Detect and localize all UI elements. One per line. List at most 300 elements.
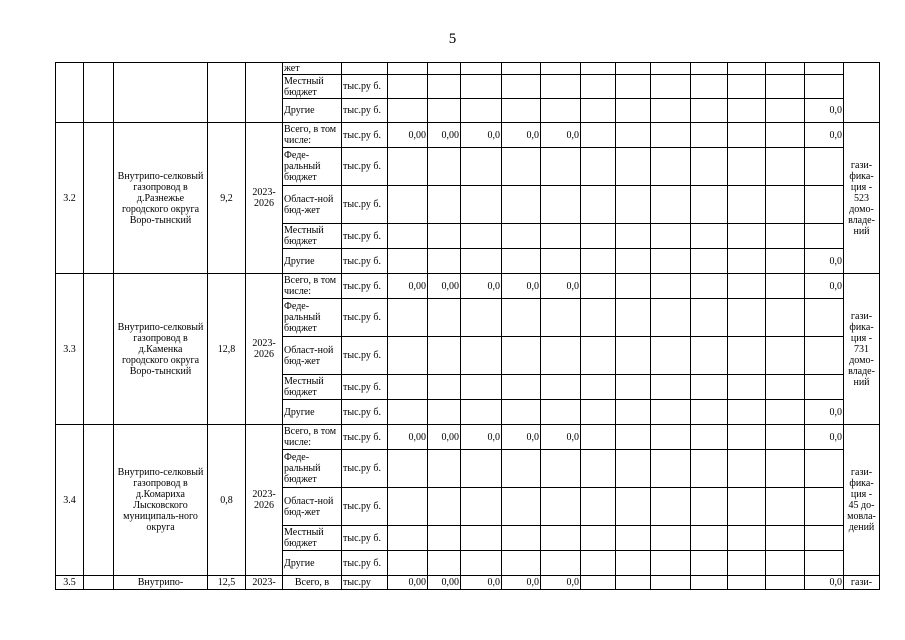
empty-cell bbox=[651, 425, 691, 450]
value-cell bbox=[502, 488, 541, 526]
source-cell: Област-ной бюд-жет bbox=[283, 186, 342, 224]
value-cell: 0,0 bbox=[502, 123, 541, 148]
value-cell bbox=[541, 488, 581, 526]
empty-cell bbox=[691, 337, 728, 375]
value-cell bbox=[461, 450, 502, 488]
value-cell bbox=[541, 186, 581, 224]
value-cell bbox=[428, 75, 461, 99]
table-row bbox=[56, 576, 905, 590]
empty-cell bbox=[691, 224, 728, 249]
value-cell bbox=[428, 450, 461, 488]
empty-cell bbox=[728, 576, 766, 590]
value-cell bbox=[428, 299, 461, 337]
empty-cell bbox=[651, 99, 691, 123]
value-cell bbox=[502, 551, 541, 576]
source-cell: Област-ной бюд-жет bbox=[283, 337, 342, 375]
source-cell: Всего, в том числе: bbox=[283, 274, 342, 299]
value-cell: 0,00 bbox=[388, 425, 428, 450]
table-row bbox=[56, 123, 905, 148]
empty-cell bbox=[651, 526, 691, 551]
empty-cell bbox=[766, 337, 805, 375]
source-cell: Местный бюджет bbox=[283, 224, 342, 249]
empty-cell bbox=[616, 123, 651, 148]
value-cell bbox=[502, 526, 541, 551]
empty-cell bbox=[581, 63, 616, 75]
item-length: 0,8 bbox=[208, 425, 246, 576]
value-cell bbox=[502, 375, 541, 400]
empty-cell bbox=[766, 375, 805, 400]
value-cell bbox=[428, 99, 461, 123]
unit-cell: тыс.ру б. bbox=[342, 99, 388, 123]
value-cell bbox=[388, 63, 428, 75]
empty-cell bbox=[766, 63, 805, 75]
unit-cell: тыс.ру б. bbox=[342, 148, 388, 186]
value-cell bbox=[502, 224, 541, 249]
value-cell bbox=[428, 63, 461, 75]
period-cell bbox=[246, 63, 283, 123]
empty-cell bbox=[651, 450, 691, 488]
empty-cell bbox=[728, 425, 766, 450]
value-cell bbox=[428, 148, 461, 186]
empty-cell bbox=[728, 274, 766, 299]
empty-cell bbox=[616, 425, 651, 450]
value-cell bbox=[461, 551, 502, 576]
empty-cell bbox=[691, 299, 728, 337]
value-cell: 0,00 bbox=[388, 274, 428, 299]
empty-cell bbox=[728, 148, 766, 186]
value-cell: 0,0 bbox=[541, 425, 581, 450]
value-cell bbox=[502, 63, 541, 75]
value-cell bbox=[461, 148, 502, 186]
empty-cell bbox=[651, 488, 691, 526]
value-cell bbox=[541, 526, 581, 551]
page-number: 5 bbox=[448, 31, 457, 47]
value-cell bbox=[502, 299, 541, 337]
other-total-cell bbox=[805, 224, 844, 249]
empty-cell bbox=[691, 63, 728, 75]
item-name: Внутрипо- bbox=[114, 576, 208, 590]
item-period: 2023- bbox=[246, 576, 283, 590]
value-cell bbox=[541, 375, 581, 400]
value-cell bbox=[461, 224, 502, 249]
value-cell bbox=[388, 375, 428, 400]
value-cell bbox=[541, 337, 581, 375]
empty-cell bbox=[651, 299, 691, 337]
value-cell bbox=[502, 75, 541, 99]
value-cell: 0,0 bbox=[461, 425, 502, 450]
empty-cell bbox=[651, 186, 691, 224]
item-period: 2023-2026 bbox=[246, 274, 283, 425]
empty-cell bbox=[616, 274, 651, 299]
empty-cell bbox=[766, 99, 805, 123]
value-cell bbox=[502, 450, 541, 488]
value-cell bbox=[428, 337, 461, 375]
unit-cell: тыс.ру б. bbox=[342, 299, 388, 337]
value-cell bbox=[388, 186, 428, 224]
item-result: гази- bbox=[844, 576, 880, 590]
empty-cell bbox=[651, 148, 691, 186]
empty-cell bbox=[728, 488, 766, 526]
unit-cell: тыс.ру б. bbox=[342, 425, 388, 450]
empty-cell bbox=[651, 63, 691, 75]
other-total-cell bbox=[805, 337, 844, 375]
other-total-cell: 0,0 bbox=[805, 99, 844, 123]
value-cell bbox=[388, 148, 428, 186]
blank-cell bbox=[84, 123, 114, 274]
value-cell bbox=[388, 337, 428, 375]
value-cell bbox=[428, 400, 461, 425]
empty-cell bbox=[691, 375, 728, 400]
empty-cell bbox=[581, 375, 616, 400]
empty-cell bbox=[766, 75, 805, 99]
blank-cell bbox=[84, 63, 114, 123]
source-cell: Другие bbox=[283, 551, 342, 576]
empty-cell bbox=[728, 299, 766, 337]
empty-cell bbox=[728, 375, 766, 400]
value-cell bbox=[461, 488, 502, 526]
other-total-cell bbox=[805, 75, 844, 99]
empty-cell bbox=[651, 551, 691, 576]
value-cell bbox=[541, 99, 581, 123]
other-total-cell: 0,0 bbox=[805, 400, 844, 425]
value-cell: 0,00 bbox=[428, 425, 461, 450]
item-length: 9,2 bbox=[208, 123, 246, 274]
value-cell bbox=[541, 249, 581, 274]
value-cell: 0,00 bbox=[388, 576, 428, 590]
item-number: 3.3 bbox=[56, 274, 84, 425]
financing-table bbox=[55, 62, 905, 590]
table-row bbox=[56, 274, 905, 299]
other-total-cell bbox=[805, 551, 844, 576]
item-period: 2023-2026 bbox=[246, 123, 283, 274]
empty-cell bbox=[581, 123, 616, 148]
empty-cell bbox=[581, 576, 616, 590]
empty-cell bbox=[766, 148, 805, 186]
value-cell bbox=[502, 249, 541, 274]
value-cell bbox=[428, 186, 461, 224]
value-cell bbox=[428, 551, 461, 576]
empty-cell bbox=[728, 123, 766, 148]
empty-cell bbox=[691, 488, 728, 526]
item-name: Внутрипо-селковый газопровод в д.Каменка городского округа Воро-тынский bbox=[114, 274, 208, 425]
empty-cell bbox=[581, 224, 616, 249]
value-cell bbox=[388, 249, 428, 274]
other-total-cell: 0,0 bbox=[805, 123, 844, 148]
empty-cell bbox=[616, 488, 651, 526]
other-total-cell: 0,0 bbox=[805, 425, 844, 450]
source-cell: Феде-ральный бюджет bbox=[283, 299, 342, 337]
empty-cell bbox=[616, 450, 651, 488]
empty-cell bbox=[651, 375, 691, 400]
empty-cell bbox=[728, 400, 766, 425]
source-cell: Феде-ральный бюджет bbox=[283, 148, 342, 186]
unit-cell: тыс.ру б. bbox=[342, 488, 388, 526]
result-cell bbox=[844, 63, 880, 123]
unit-cell: тыс.ру б. bbox=[342, 274, 388, 299]
length-cell bbox=[208, 63, 246, 123]
value-cell bbox=[541, 75, 581, 99]
empty-cell bbox=[616, 75, 651, 99]
value-cell bbox=[461, 63, 502, 75]
item-number: 3.4 bbox=[56, 425, 84, 576]
empty-cell bbox=[728, 450, 766, 488]
empty-cell bbox=[691, 400, 728, 425]
empty-cell bbox=[651, 400, 691, 425]
other-total-cell: 0,0 bbox=[805, 249, 844, 274]
source-cell: Феде-ральный бюджет bbox=[283, 450, 342, 488]
source-cell: Всего, в том числе: bbox=[283, 123, 342, 148]
value-cell: 0,0 bbox=[502, 425, 541, 450]
empty-cell bbox=[581, 488, 616, 526]
value-cell bbox=[502, 400, 541, 425]
value-cell bbox=[388, 488, 428, 526]
value-cell: 0,00 bbox=[388, 123, 428, 148]
empty-cell bbox=[651, 224, 691, 249]
value-cell bbox=[502, 99, 541, 123]
empty-cell bbox=[766, 400, 805, 425]
value-cell: 0,0 bbox=[461, 123, 502, 148]
empty-cell bbox=[581, 148, 616, 186]
empty-cell bbox=[728, 75, 766, 99]
empty-cell bbox=[728, 249, 766, 274]
empty-cell bbox=[766, 425, 805, 450]
empty-cell bbox=[691, 186, 728, 224]
unit-cell: тыс.ру б. bbox=[342, 186, 388, 224]
source-cell: Местный бюджет bbox=[283, 375, 342, 400]
value-cell bbox=[388, 551, 428, 576]
value-cell: 0,0 bbox=[461, 576, 502, 590]
empty-cell bbox=[581, 450, 616, 488]
empty-cell bbox=[651, 75, 691, 99]
item-number: 3.5 bbox=[56, 576, 84, 590]
empty-cell bbox=[766, 450, 805, 488]
empty-cell bbox=[581, 400, 616, 425]
item-result: гази-фика-ция - 45 до-мовла-дений bbox=[844, 425, 880, 576]
empty-cell bbox=[581, 186, 616, 224]
value-cell bbox=[428, 526, 461, 551]
empty-cell bbox=[691, 576, 728, 590]
value-cell bbox=[541, 299, 581, 337]
empty-cell bbox=[691, 551, 728, 576]
unit-cell: тыс.ру б. bbox=[342, 400, 388, 425]
source-cell: Област-ной бюд-жет bbox=[283, 488, 342, 526]
empty-cell bbox=[766, 299, 805, 337]
value-cell bbox=[461, 375, 502, 400]
empty-cell bbox=[728, 526, 766, 551]
source-cell: Всего, в bbox=[283, 576, 342, 590]
item-name: Внутрипо-селковый газопровод в д.Разнежье городского округа Воро-тынский bbox=[114, 123, 208, 274]
source-cell: жет bbox=[283, 63, 342, 75]
source-cell: Другие bbox=[283, 400, 342, 425]
empty-cell bbox=[728, 224, 766, 249]
other-total-cell: 0,0 bbox=[805, 576, 844, 590]
empty-cell bbox=[691, 123, 728, 148]
value-cell bbox=[388, 224, 428, 249]
empty-cell bbox=[581, 526, 616, 551]
value-cell bbox=[541, 551, 581, 576]
empty-cell bbox=[766, 488, 805, 526]
unit-cell: тыс.ру б. bbox=[342, 75, 388, 99]
empty-cell bbox=[616, 526, 651, 551]
value-cell bbox=[541, 148, 581, 186]
empty-cell bbox=[616, 224, 651, 249]
table-row bbox=[56, 63, 905, 75]
value-cell: 0,00 bbox=[428, 576, 461, 590]
empty-cell bbox=[728, 551, 766, 576]
value-cell: 0,0 bbox=[461, 274, 502, 299]
empty-cell bbox=[766, 186, 805, 224]
unit-cell: тыс.ру б. bbox=[342, 450, 388, 488]
other-total-cell: 0,0 bbox=[805, 274, 844, 299]
value-cell: 0,0 bbox=[541, 576, 581, 590]
other-total-cell bbox=[805, 450, 844, 488]
name-cell bbox=[114, 63, 208, 123]
empty-cell bbox=[728, 99, 766, 123]
empty-cell bbox=[766, 576, 805, 590]
value-cell bbox=[428, 488, 461, 526]
empty-cell bbox=[728, 337, 766, 375]
empty-cell bbox=[581, 299, 616, 337]
empty-cell bbox=[766, 249, 805, 274]
empty-cell bbox=[691, 249, 728, 274]
value-cell bbox=[428, 375, 461, 400]
value-cell bbox=[541, 63, 581, 75]
empty-cell bbox=[616, 299, 651, 337]
value-cell bbox=[541, 224, 581, 249]
other-total-cell bbox=[805, 63, 844, 75]
empty-cell bbox=[691, 526, 728, 551]
item-period: 2023-2026 bbox=[246, 425, 283, 576]
other-total-cell bbox=[805, 526, 844, 551]
value-cell bbox=[461, 249, 502, 274]
unit-cell: тыс.ру bbox=[342, 576, 388, 590]
source-cell: Другие bbox=[283, 249, 342, 274]
value-cell bbox=[502, 337, 541, 375]
empty-cell bbox=[651, 274, 691, 299]
value-cell bbox=[388, 526, 428, 551]
empty-cell bbox=[651, 337, 691, 375]
value-cell bbox=[502, 186, 541, 224]
empty-cell bbox=[616, 99, 651, 123]
empty-cell bbox=[616, 186, 651, 224]
value-cell: 0,0 bbox=[502, 576, 541, 590]
empty-cell bbox=[581, 425, 616, 450]
value-cell bbox=[461, 75, 502, 99]
empty-cell bbox=[651, 249, 691, 274]
item-result: гази-фика-ция - 731 домо-владе-ний bbox=[844, 274, 880, 425]
source-cell: Местный бюджет bbox=[283, 75, 342, 99]
empty-cell bbox=[728, 63, 766, 75]
empty-cell bbox=[616, 148, 651, 186]
other-total-cell bbox=[805, 299, 844, 337]
empty-cell bbox=[581, 75, 616, 99]
source-cell: Другие bbox=[283, 99, 342, 123]
source-cell: Всего, в том числе: bbox=[283, 425, 342, 450]
empty-cell bbox=[616, 400, 651, 425]
unit-cell: тыс.ру б. bbox=[342, 337, 388, 375]
empty-cell bbox=[616, 337, 651, 375]
unit-cell: тыс.ру б. bbox=[342, 249, 388, 274]
empty-cell bbox=[581, 274, 616, 299]
blank-cell bbox=[84, 425, 114, 576]
value-cell bbox=[541, 400, 581, 425]
empty-cell bbox=[616, 551, 651, 576]
value-cell bbox=[388, 299, 428, 337]
blank-cell bbox=[84, 274, 114, 425]
value-cell bbox=[541, 450, 581, 488]
value-cell bbox=[461, 526, 502, 551]
empty-cell bbox=[691, 274, 728, 299]
empty-cell bbox=[691, 148, 728, 186]
empty-cell bbox=[651, 576, 691, 590]
value-cell bbox=[502, 148, 541, 186]
empty-cell bbox=[616, 63, 651, 75]
table-row bbox=[56, 425, 905, 450]
empty-cell bbox=[616, 576, 651, 590]
value-cell bbox=[428, 224, 461, 249]
unit-cell: тыс.ру б. bbox=[342, 123, 388, 148]
empty-cell bbox=[728, 186, 766, 224]
value-cell: 0,0 bbox=[502, 274, 541, 299]
blank-cell bbox=[84, 576, 114, 590]
empty-cell bbox=[651, 123, 691, 148]
empty-cell bbox=[691, 450, 728, 488]
empty-cell bbox=[616, 375, 651, 400]
unit-cell: тыс.ру б. bbox=[342, 224, 388, 249]
item-result: гази-фика-ция - 523 домо-владе-ний bbox=[844, 123, 880, 274]
value-cell bbox=[388, 75, 428, 99]
empty-cell bbox=[766, 224, 805, 249]
empty-cell bbox=[766, 123, 805, 148]
value-cell bbox=[388, 400, 428, 425]
value-cell bbox=[461, 186, 502, 224]
unit-cell: тыс.ру б. bbox=[342, 375, 388, 400]
item-number: 3.2 bbox=[56, 123, 84, 274]
empty-cell bbox=[691, 425, 728, 450]
value-cell bbox=[428, 249, 461, 274]
other-total-cell bbox=[805, 375, 844, 400]
empty-cell bbox=[581, 337, 616, 375]
value-cell: 0,00 bbox=[428, 274, 461, 299]
source-cell: Местный бюджет bbox=[283, 526, 342, 551]
value-cell: 0,0 bbox=[541, 274, 581, 299]
value-cell bbox=[461, 99, 502, 123]
unit-cell bbox=[342, 63, 388, 75]
other-total-cell bbox=[805, 488, 844, 526]
empty-cell bbox=[581, 99, 616, 123]
other-total-cell bbox=[805, 186, 844, 224]
empty-cell bbox=[766, 551, 805, 576]
value-cell bbox=[388, 99, 428, 123]
item-length: 12,5 bbox=[208, 576, 246, 590]
other-total-cell bbox=[805, 148, 844, 186]
value-cell bbox=[461, 337, 502, 375]
empty-cell bbox=[616, 249, 651, 274]
empty-cell bbox=[581, 249, 616, 274]
empty-cell bbox=[766, 526, 805, 551]
unit-cell: тыс.ру б. bbox=[342, 551, 388, 576]
value-cell: 0,00 bbox=[428, 123, 461, 148]
empty-cell bbox=[581, 551, 616, 576]
item-name: Внутрипо-селковый газопровод в д.Комариха Лысковского муниципаль-ного округа bbox=[114, 425, 208, 576]
empty-cell bbox=[691, 75, 728, 99]
value-cell bbox=[388, 450, 428, 488]
unit-cell: тыс.ру б. bbox=[342, 526, 388, 551]
item-length: 12,8 bbox=[208, 274, 246, 425]
empty-cell bbox=[766, 274, 805, 299]
num-cell bbox=[56, 63, 84, 123]
value-cell: 0,0 bbox=[541, 123, 581, 148]
